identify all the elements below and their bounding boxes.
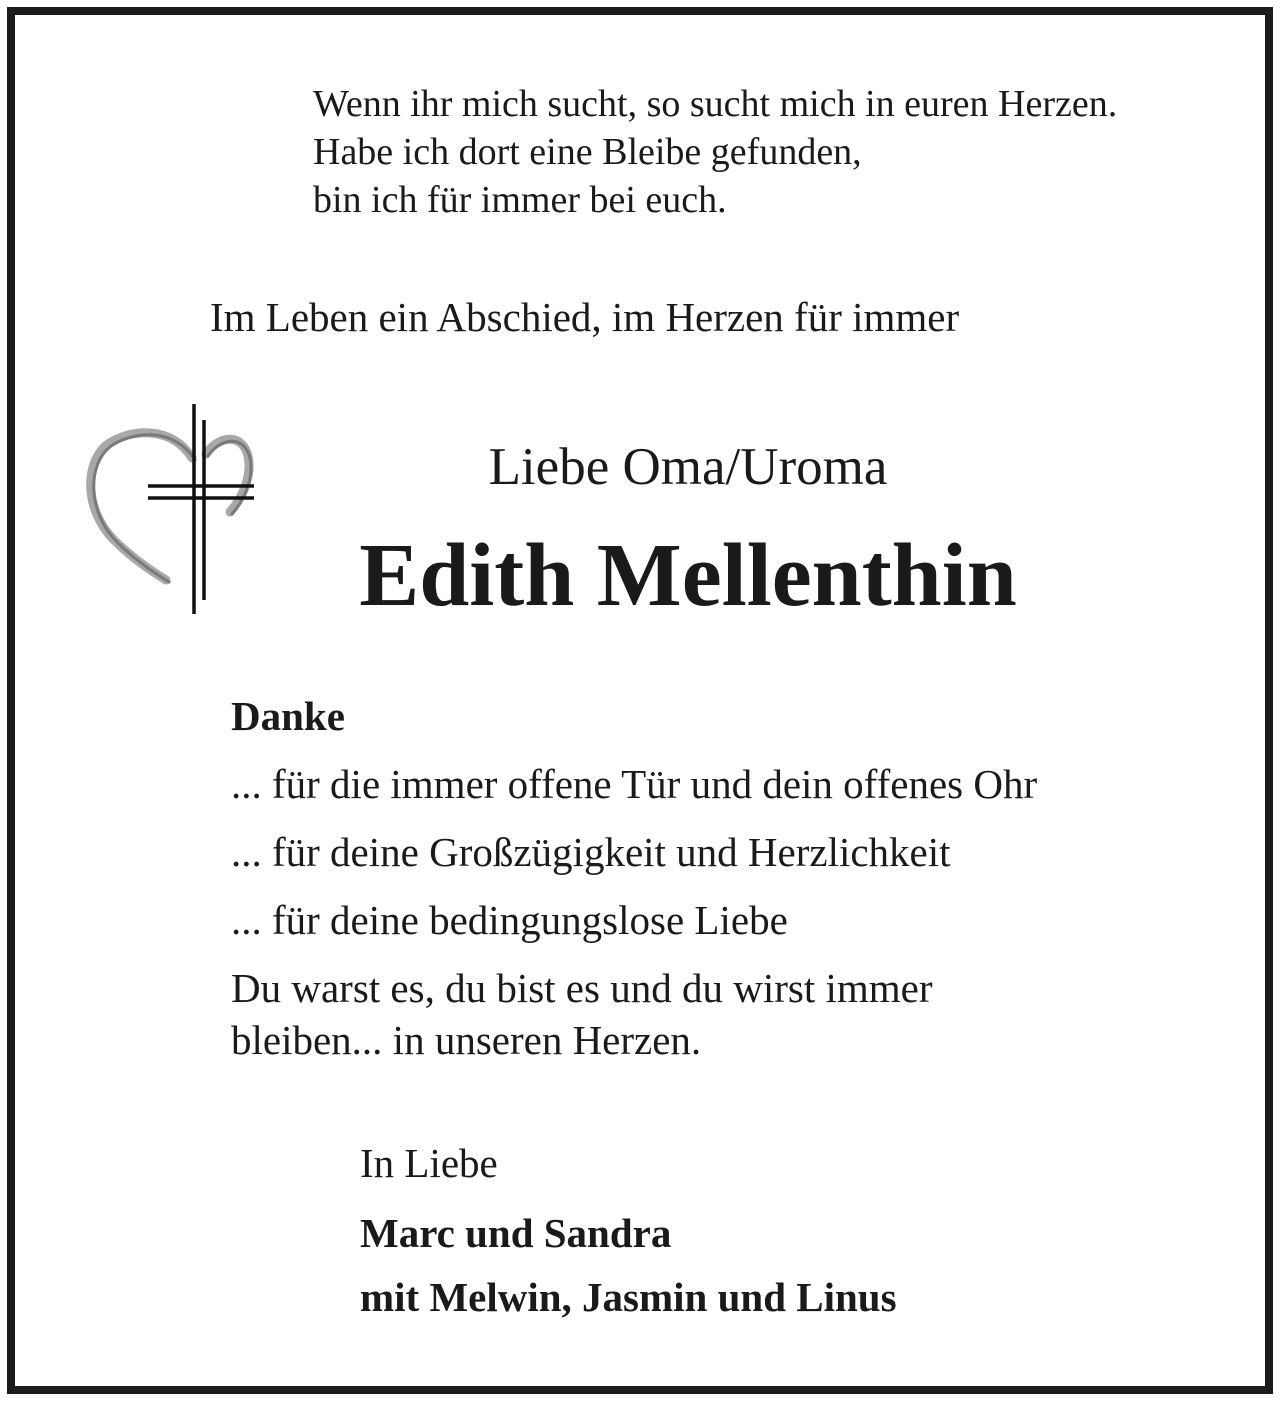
motto: Im Leben ein Abschied, im Herzen für immer xyxy=(210,294,960,340)
thanks-section xyxy=(231,690,1037,1066)
closing-line: bleiben... in unseren Herzen. xyxy=(231,1017,702,1063)
thanks-item: ... für deine Großzügigkeit und Herzlichkeit xyxy=(231,829,951,875)
poem-line: Habe ich dort eine Bleibe gefunden, xyxy=(313,131,862,173)
salutation: Liebe Oma/Uroma xyxy=(488,438,888,496)
poem-line: Wenn ihr mich sucht, so sucht mich in euren Herzen. xyxy=(313,83,1118,125)
signature-line: mit Melwin, Jasmin und Linus xyxy=(360,1274,897,1320)
signature-greeting: In Liebe xyxy=(360,1140,498,1186)
deceased-name: Edith Mellenthin xyxy=(359,526,1017,625)
thanks-title: Danke xyxy=(231,693,345,739)
signature xyxy=(360,1137,897,1333)
thanks-item: ... für deine bedingungslose Liebe xyxy=(231,897,788,943)
poem-line: bin ich für immer bei euch. xyxy=(313,179,727,221)
closing-text xyxy=(231,962,1037,1066)
closing-line: Du warst es, du bist es und du wirst immer xyxy=(231,965,933,1011)
signature-line: Marc und Sandra xyxy=(360,1210,672,1256)
poem xyxy=(313,80,1117,224)
thanks-item: ... für die immer offene Tür und dein offenes Ohr xyxy=(231,761,1038,807)
